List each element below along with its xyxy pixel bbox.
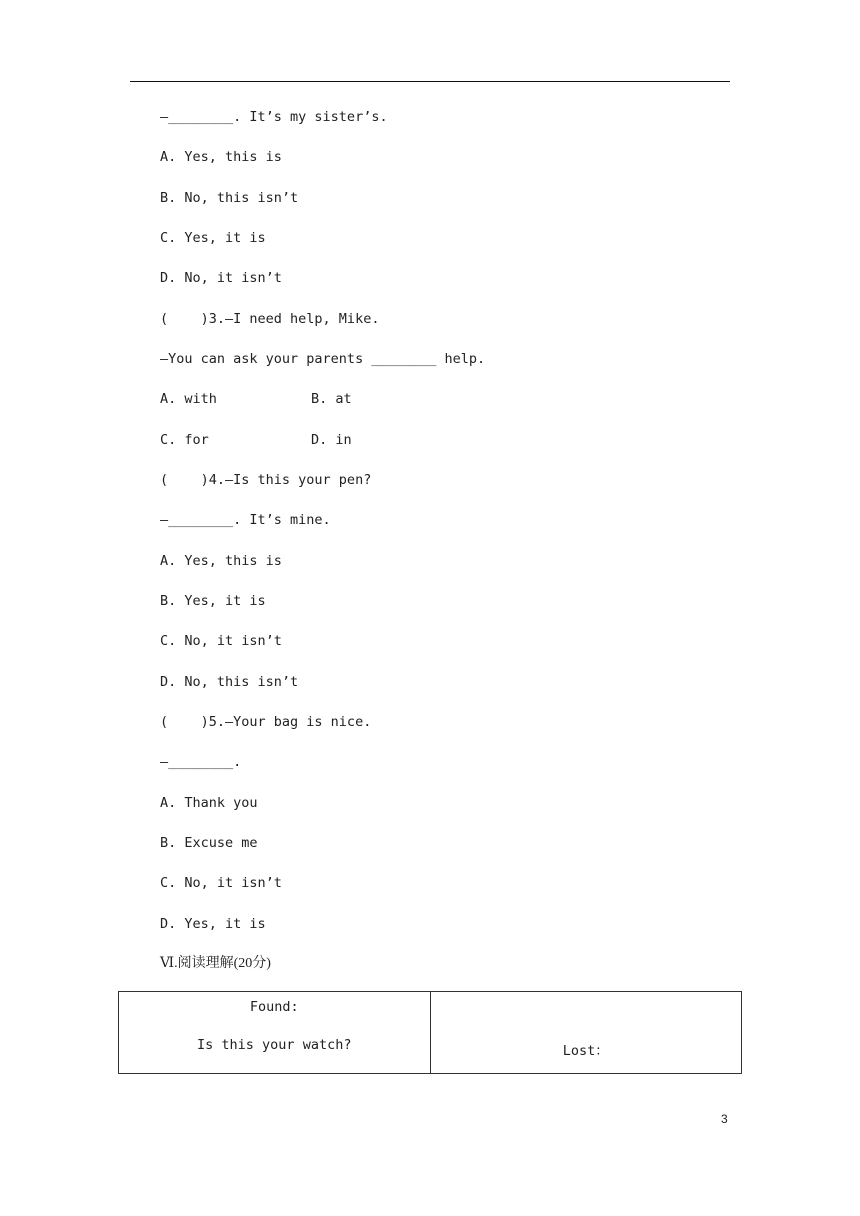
- option-a: A. Yes, this is: [160, 149, 282, 165]
- option-b: B. Excuse me: [160, 835, 258, 851]
- option-c: C. No, it isn’t: [160, 875, 282, 891]
- question-5-response: —________.: [160, 754, 242, 770]
- section-heading: Ⅵ.阅读理解(20分): [160, 956, 271, 971]
- page-number: 3: [721, 1112, 728, 1126]
- found-question: Is this your watch?: [197, 1037, 352, 1053]
- lost-found-table: [118, 991, 742, 1074]
- option-d: D. Yes, it is: [160, 916, 266, 932]
- option-c: C. Yes, it is: [160, 230, 266, 246]
- option-b: B. at: [311, 391, 352, 407]
- question-2-answer-line: —________. It’s my sister’s.: [160, 109, 388, 125]
- option-c: C. No, it isn’t: [160, 633, 282, 649]
- question-3-prompt: ( )3.—I need help, Mike.: [160, 311, 380, 327]
- option-d: D. No, this isn’t: [160, 674, 299, 690]
- option-b: B. No, this isn’t: [160, 190, 299, 206]
- lost-label: Lost：: [562, 1043, 609, 1059]
- option-a: A. Thank you: [160, 795, 258, 811]
- question-4-prompt: ( )4.—Is this your pen?: [160, 472, 372, 488]
- found-cell: [119, 992, 431, 1074]
- option-d: D. No, it isn’t: [160, 270, 282, 286]
- option-c: C. for: [160, 432, 209, 448]
- lost-cell: [430, 992, 742, 1074]
- option-a: A. with: [160, 391, 217, 407]
- option-a: A. Yes, this is: [160, 553, 282, 569]
- found-label: Found:: [249, 999, 299, 1015]
- question-5-prompt: ( )5.—Your bag is nice.: [160, 714, 372, 730]
- option-b: B. Yes, it is: [160, 593, 266, 609]
- question-4-response: —________. It’s mine.: [160, 512, 331, 528]
- question-3-response: —You can ask your parents ________ help.: [160, 351, 486, 367]
- option-d: D. in: [311, 432, 352, 448]
- header-rule: [130, 81, 730, 82]
